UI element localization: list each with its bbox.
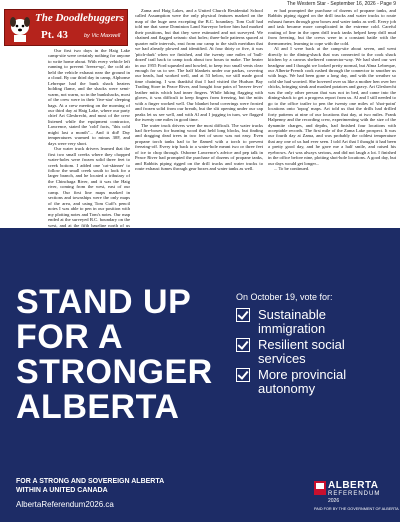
- article-paragraph: Al and I were back at the camp-site about seven, and went directly to the dining-shack that was connected to the cook shack kitchen by a canvas sheltered connector-way. We had shed our wet headgear and I thought we looked pretty normal, but Alma Lebreque, our Alberta-French cook rushed through the connector to smother us with hugs. We had been gone a long day, and with the weather so cold she had worried. She hovered over us like a mother hen over her chicks, bringing steak and mashed potatoes and gravy. Art Glesbrecht was the only other person that was not in bed, and came into the dining-shack to get a progress report from us. Al and I still needed to go to the office trailer to pen the twenty one miles of 'shot-point' locations onto 'topog' maps. Art told us that the drills had drilled forty patterns at nine of our locations that day, at two miles. Frank Halpenny and the recording crew, experimenting with the size of the dynamite charges, and depths, had finished four locations with acceptable records. The first mile of the Zama Lake prospect. It was our fourth day at Zama, and was probably the coldest temperature that any one of us had ever seen. I told Art that I thought it had been a pretty good day, and he gave me a half smile, and raised his eyebrows. Art was always serious, and did not laugh a lot. I finished in the office before nine, plotting shot-hole locations. A good day, but our days would get longer...: [268, 46, 396, 166]
- logo-name: ALBERTA: [328, 480, 379, 491]
- checkbox-icon: [236, 338, 250, 352]
- ad-option-1: [236, 308, 388, 336]
- ad-website-link[interactable]: AlbertaReferendum2026.ca: [16, 500, 114, 509]
- article-paragraph: The water truck drivers were the most difficult. The water trucks had fire-boxes for burning wood that held long blocks, but finding and dragging dead trees in two feet of snow was not easy. Even propane torch tanks had to be flamed with a torch to prevent freezing-off. Every trip back to a water-hole meant two or three feet of ice to chop through. Osborne Lawrence's advice and pep talk in Peace River had prompted the purchase of dozens of propane tanks, and Rabbits piping rigged on the drill trucks and water trucks to route exhaust fumes through gear boxes and water tanks as well.: [135, 122, 263, 172]
- ad-footer-tagline: FOR A STRONG AND SOVEREIGN ALBERTA: [16, 478, 165, 485]
- column-series-title: The Doodlebuggers: [35, 12, 124, 24]
- ad-footer: [0, 472, 400, 522]
- ad-option-label: More provincial autonomy: [258, 367, 347, 396]
- ad-vote-date: On October 19, vote for:: [236, 292, 333, 302]
- column-byline: by Vic Maxwell: [84, 33, 121, 39]
- ad-option-2: [236, 338, 388, 366]
- column-part-number: Pt. 43: [41, 29, 68, 41]
- ad-heading: STAND UP FOR A STRONGER ALBERTA: [16, 283, 213, 426]
- checkbox-icon: [236, 308, 250, 322]
- article-paragraph: er had prompted the purchase of dozens of propane tanks, and Rabbits piping rigged on the drill trucks and water trucks to route exhaust fumes through gear boxes and water tanks as well. Every job and task became more complicated in the extreme cold. Careful routing of line in the open drill truck tanks helped keep drill mud from freezing, but the crews were in a constant battle with the thermometer, learning to cope with the cold.: [268, 8, 396, 46]
- checkbox-icon: [236, 368, 250, 382]
- ad-option-label: Sustainable immigration: [258, 307, 326, 336]
- logo-subtitle: REFERENDUM: [328, 491, 381, 497]
- article-paragraph: Our first two days in the Haig Lake camp-site were certainly nothing for anyone to write home about. With every vehicle left running to prevent 'freeze-up', the cold air held the vehicle exhaust near the ground in a cloud. By our third day in camp, Alphonse Lebreque had the bunk shack heaters holding flame, and the shacks were semi-warm, not warm, so in the bunkshacks, most of the crew were in their 'five-star' sleeping bags. At a crew meeting on the morning of our third day at Haig Lake, where our party chief Art Glesbrecht, and most of the crew listened while the equipment contractor, Lawrence, stated the 'cold' facts, "this cold might last a month"... And it did! Day temperatures warmed to minus 30F, and days were very short.: [48, 48, 130, 146]
- ad-option-3: [236, 368, 388, 396]
- referendum-advertisement: [0, 228, 400, 522]
- ad-footer-tagline-2: WITHIN A UNITED CANADA: [16, 487, 108, 494]
- ad-paid-by-notice: PAID FOR BY THE GOVERNMENT OF ALBERTA: [314, 507, 399, 511]
- ad-option-label: Resilient social services: [258, 337, 345, 366]
- running-head: The Western Star - September 16, 2026 - Page 9: [286, 1, 396, 7]
- article-paragraph: Zama and Haig Lakes, and a United Church Residential School called Assumption were the only physical features marked on the map of the huge area excepting the B.C. boundary. Tom Cuff had told me that some Dominion Land Surveyor before him had marked their positions, but that they were estimated and not surveyed. We chained and flagged seismic shot holes; three-hole patterns spaced at quarter mile intervals, east from our camp to the sixth meridian that we had already plowed and identified. At four thirty or five, it was 'pitch-dark' when we finished, and the twenty one miles of 'bull-dozed' trail back to camp took about two hours to make. The heater in our 1955 Ford squealed and howled, to keep two small vents clear enough for us to see. The half blankets under our parkas, covering our heads, had worked well, and at 53 below, we still made good time chaining. I was thankful that I had visited the Hudson Bay Trading Store in Peace River, and bought four pairs of 'beaver fever' leather mitts which had inner fingers. While hiking flagging with gloves, it was difficult to keep fingers from freezing, but the mitts with a finger worked well. Our blanket head coverings were frosted and frozen solid from our breath, but the slit opening under our cap peaks let us see well, and with Al and I jogging in turn, we flagged the twenty one miles in good time.: [135, 8, 263, 123]
- article-paragraph: Our water truck drivers learned that the first two small creeks where they chopped water-holes were frozen solid three feet to creek bottom. I added one 'cat-skinner' to follow the small creek south to look for a larger branch, and he located a tributary of the Chinchaga River, and it was the Haig river, coming from the west, east of our camp. Our first line maps marked in sections and townships were the only maps of the area, and using Tom Cuff's pencil notes I was able to pen in our position with my plotting notes and Tom's notes. Our map ended at the surveyed B.C. boundary on the west, and at the fifth baseline north of us: [48, 146, 130, 228]
- article-sign-off: ... To be continued.: [274, 166, 310, 172]
- alberta-referendum-logo: [314, 480, 399, 514]
- logo-year: 2026: [328, 498, 340, 504]
- alberta-flag-icon: [314, 481, 326, 495]
